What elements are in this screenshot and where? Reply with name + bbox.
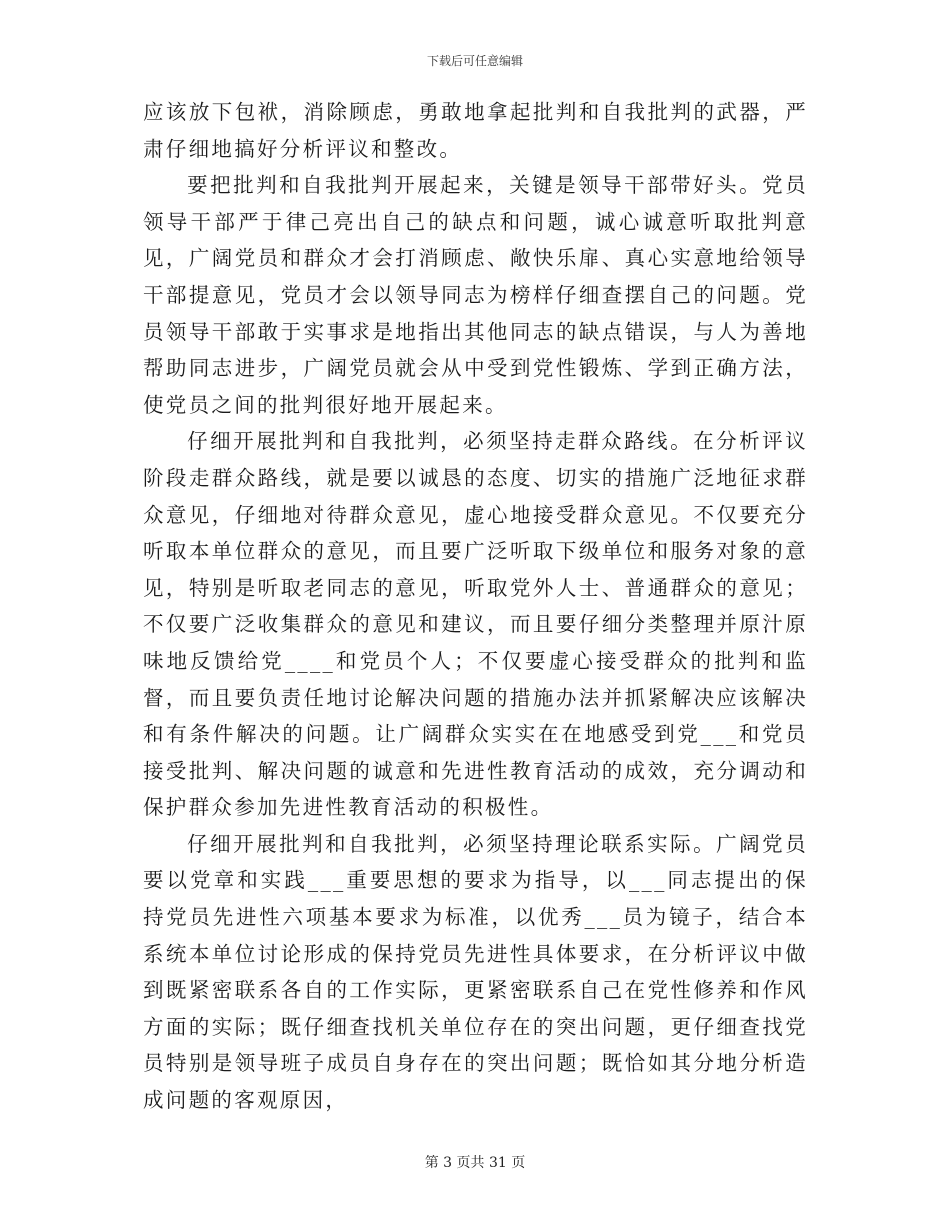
paragraph-2: 要把批判和自我批判开展起来，关键是领导干部带好头。党员领导干部严于律己亮出自己的缺点和问题，诚心诚意听取批判意见，广阔党员和群众才会打消顾虑、敞快乐扉、真心实意地给领导干部提意见，党员才会以领导同志为榜样仔细查摆自己的问题。党员领导干部敢于实事求是地指出其他同志的缺点错误，与人为善地帮助同志进步，广阔党员就会从中受到党性锻炼、学到正确方法，使党员之间的批判很好地开展起来。 [143, 173, 808, 417]
paragraph-3: 仔细开展批判和自我批判，必须坚持走群众路线。在分析评议阶段走群众路线，就是要以诚恳的态度、切实的措施广泛地征求群众意见，仔细地对待群众意见，虚心地接受群众意见。不仅要充分听取本单位群众的意见，而且要广泛听取下级单位和服务对象的意见，特别是听取老同志的意见，听取党外人士、普通群众的意见；不仅要广泛收集群众的意见和建议，而且要仔细分类整理并原汁原味地反馈给党____和党员个人；不仅要虚心接受群众的批判和监督，而且要负责任地讨论解决问题的措施办法并抓紧解决应该解决和有条件解决的问题。让广阔群众实实在在地感受到党___和党员接受批判、解决问题的诚意和先进性教育活动的成效，充分调动和保护群众参加先进性教育活动的积极性。 [143, 429, 808, 820]
page-header-note: 下载后可任意编辑 [426, 54, 523, 68]
page-number-footer: 第 3 页共 31 页 [424, 1155, 526, 1171]
paragraph-1: 应该放下包袱，消除顾虑，勇敢地拿起批判和自我批判的武器，严肃仔细地搞好分析评议和整改。 [143, 100, 808, 161]
paragraph-4: 仔细开展批判和自我批判，必须坚持理论联系实际。广阔党员要以党章和实践___重要思想的要求为指导，以___同志提出的保持党员先进性六项基本要求为标准，以优秀___员为镜子，结合本系统本单位讨论形成的保持党员先进性具体要求，在分析评议中做到既紧密联系各自的工作实际，更紧密联系自己在党性修养和作风方面的实际；既仔细查找机关单位存在的突出问题，更仔细查找党员特别是领导班子成员自身存在的突出问题；既恰如其分地分析造成问题的客观原因， [143, 831, 808, 1113]
document-body [143, 94, 808, 1119]
